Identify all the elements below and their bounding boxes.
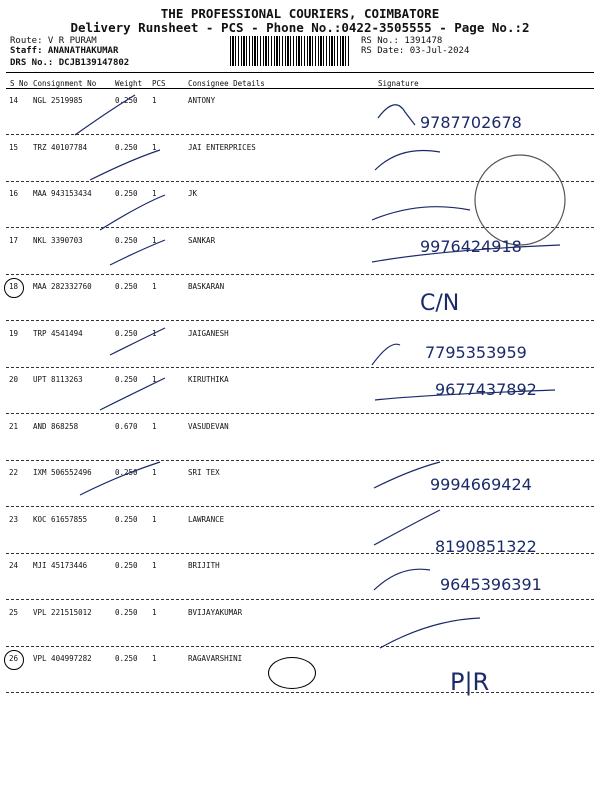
row-pcs: 1 xyxy=(152,96,157,105)
row-sno: 19 xyxy=(9,328,19,338)
row-weight: 0.250 xyxy=(115,561,138,570)
row-pcs: 1 xyxy=(152,654,157,663)
row-pcs: 1 xyxy=(152,468,157,477)
row-consignee: JAIGANESH xyxy=(188,328,229,338)
row-pcs: 1 xyxy=(152,235,157,245)
row-consignment-no: IXM 506552496 xyxy=(33,468,92,477)
row-sno: 21 xyxy=(9,421,19,431)
col-weight: Weight xyxy=(115,79,143,88)
row-consignment-no: MAA 282332760 xyxy=(33,282,92,291)
row-consignment-no: NGL 2519985 xyxy=(33,96,83,105)
row-sno: 25 xyxy=(9,607,19,617)
row-pcs: 1 xyxy=(152,189,157,198)
row-consignee: LAWRANCE xyxy=(188,514,225,524)
col-sno: S No xyxy=(10,79,29,88)
row-consignee: RAGAVARSHINI xyxy=(188,654,243,663)
row-pcs: 1 xyxy=(152,375,157,384)
row-sno: 16 xyxy=(9,189,19,198)
svg-text:8190851322: 8190851322 xyxy=(435,537,537,556)
row-weight: 0.670 xyxy=(115,421,138,431)
row-weight: 0.250 xyxy=(115,514,138,524)
row-sno: 17 xyxy=(9,235,19,245)
row-consignee: BASKARAN xyxy=(188,282,225,291)
row-consignment-no: VPL 221515012 xyxy=(33,607,92,617)
drs-number: DRS No.: DCJB139147802 xyxy=(10,58,130,68)
row-consignment-no: KOC 61657855 xyxy=(33,514,88,524)
rs-number: RS No.: 1391478 xyxy=(361,36,443,46)
svg-text:P|R: P|R xyxy=(450,668,490,696)
row-pcs: 1 xyxy=(152,282,157,291)
row-consignee: BVIJAYAKUMAR xyxy=(188,607,243,617)
row-consignee: VASUDEVAN xyxy=(188,421,229,431)
row-pcs: 1 xyxy=(152,328,157,338)
row-weight: 0.250 xyxy=(115,328,138,338)
svg-text:9994669424: 9994669424 xyxy=(430,475,532,494)
row-consignment-no: TRP 4541494 xyxy=(33,328,83,338)
row-sno: 14 xyxy=(9,96,19,105)
row-weight: 0.250 xyxy=(115,468,138,477)
row-weight: 0.250 xyxy=(115,235,138,245)
row-pcs: 1 xyxy=(152,142,157,152)
svg-text:7795353959: 7795353959 xyxy=(425,343,527,362)
rs-date: RS Date: 03-Jul-2024 xyxy=(361,46,470,56)
row-weight: 0.250 xyxy=(115,142,138,152)
row-weight: 0.250 xyxy=(115,607,138,617)
svg-text:C/N: C/N xyxy=(420,291,460,316)
row-pcs: 1 xyxy=(152,514,157,524)
svg-text:9976424918: 9976424918 xyxy=(420,237,522,256)
row-consignment-no: MAA 943153434 xyxy=(33,189,92,198)
row-sno: 15 xyxy=(9,142,19,152)
col-consignment: Consignment No xyxy=(33,79,97,88)
row-pcs: 1 xyxy=(152,421,157,431)
row-pcs: 1 xyxy=(152,607,157,617)
row-sno: 18 xyxy=(9,282,19,291)
row-consignee: KIRUTHIKA xyxy=(188,375,229,384)
row-sno: 24 xyxy=(9,561,19,570)
row-consignment-no: TRZ 40107784 xyxy=(33,142,88,152)
row-consignee: JK xyxy=(188,189,198,198)
svg-text:9645396391: 9645396391 xyxy=(440,575,542,594)
row-consignment-no: NKL 3390703 xyxy=(33,235,83,245)
col-signature: Signature xyxy=(378,79,419,88)
row-consignment-no: MJI 45173446 xyxy=(33,561,88,570)
row-consignment-no: VPL 404997282 xyxy=(33,654,92,663)
row-weight: 0.250 xyxy=(115,96,138,105)
row-sno: 23 xyxy=(9,514,19,524)
row-weight: 0.250 xyxy=(115,375,138,384)
row-weight: 0.250 xyxy=(115,282,138,291)
col-pcs: PCS xyxy=(152,79,166,88)
route: Route: V R PURAM xyxy=(10,36,97,46)
row-consignee: JAI ENTERPRICES xyxy=(188,142,256,152)
row-consignee: SANKAR xyxy=(188,235,216,245)
svg-text:9787702678: 9787702678 xyxy=(420,113,522,132)
row-consignment-no: AND 868258 xyxy=(33,421,79,431)
row-sno: 20 xyxy=(9,375,19,384)
runsheet-title: THE PROFESSIONAL COURIERS, COIMBATORE xyxy=(160,6,440,21)
svg-text:9677437892: 9677437892 xyxy=(435,380,537,399)
row-weight: 0.250 xyxy=(115,189,138,198)
row-sno: 26 xyxy=(9,654,19,663)
row-consignee: ANTONY xyxy=(188,96,216,105)
runsheet-subtitle: Delivery Runsheet - PCS - Phone No.:0422-3505555 - Page No.:2 xyxy=(70,20,530,35)
row-consignee: SRI TEX xyxy=(188,468,220,477)
row-consignee: BRIJITH xyxy=(188,561,220,570)
staff: Staff: ANANATHAKUMAR xyxy=(10,46,119,56)
pr-stamp xyxy=(268,657,316,689)
row-weight: 0.250 xyxy=(115,654,138,663)
row-consignment-no: UPT 8113263 xyxy=(33,375,83,384)
col-consignee: Consignee Details xyxy=(188,79,265,88)
row-sno: 22 xyxy=(9,468,19,477)
row-pcs: 1 xyxy=(152,561,157,570)
